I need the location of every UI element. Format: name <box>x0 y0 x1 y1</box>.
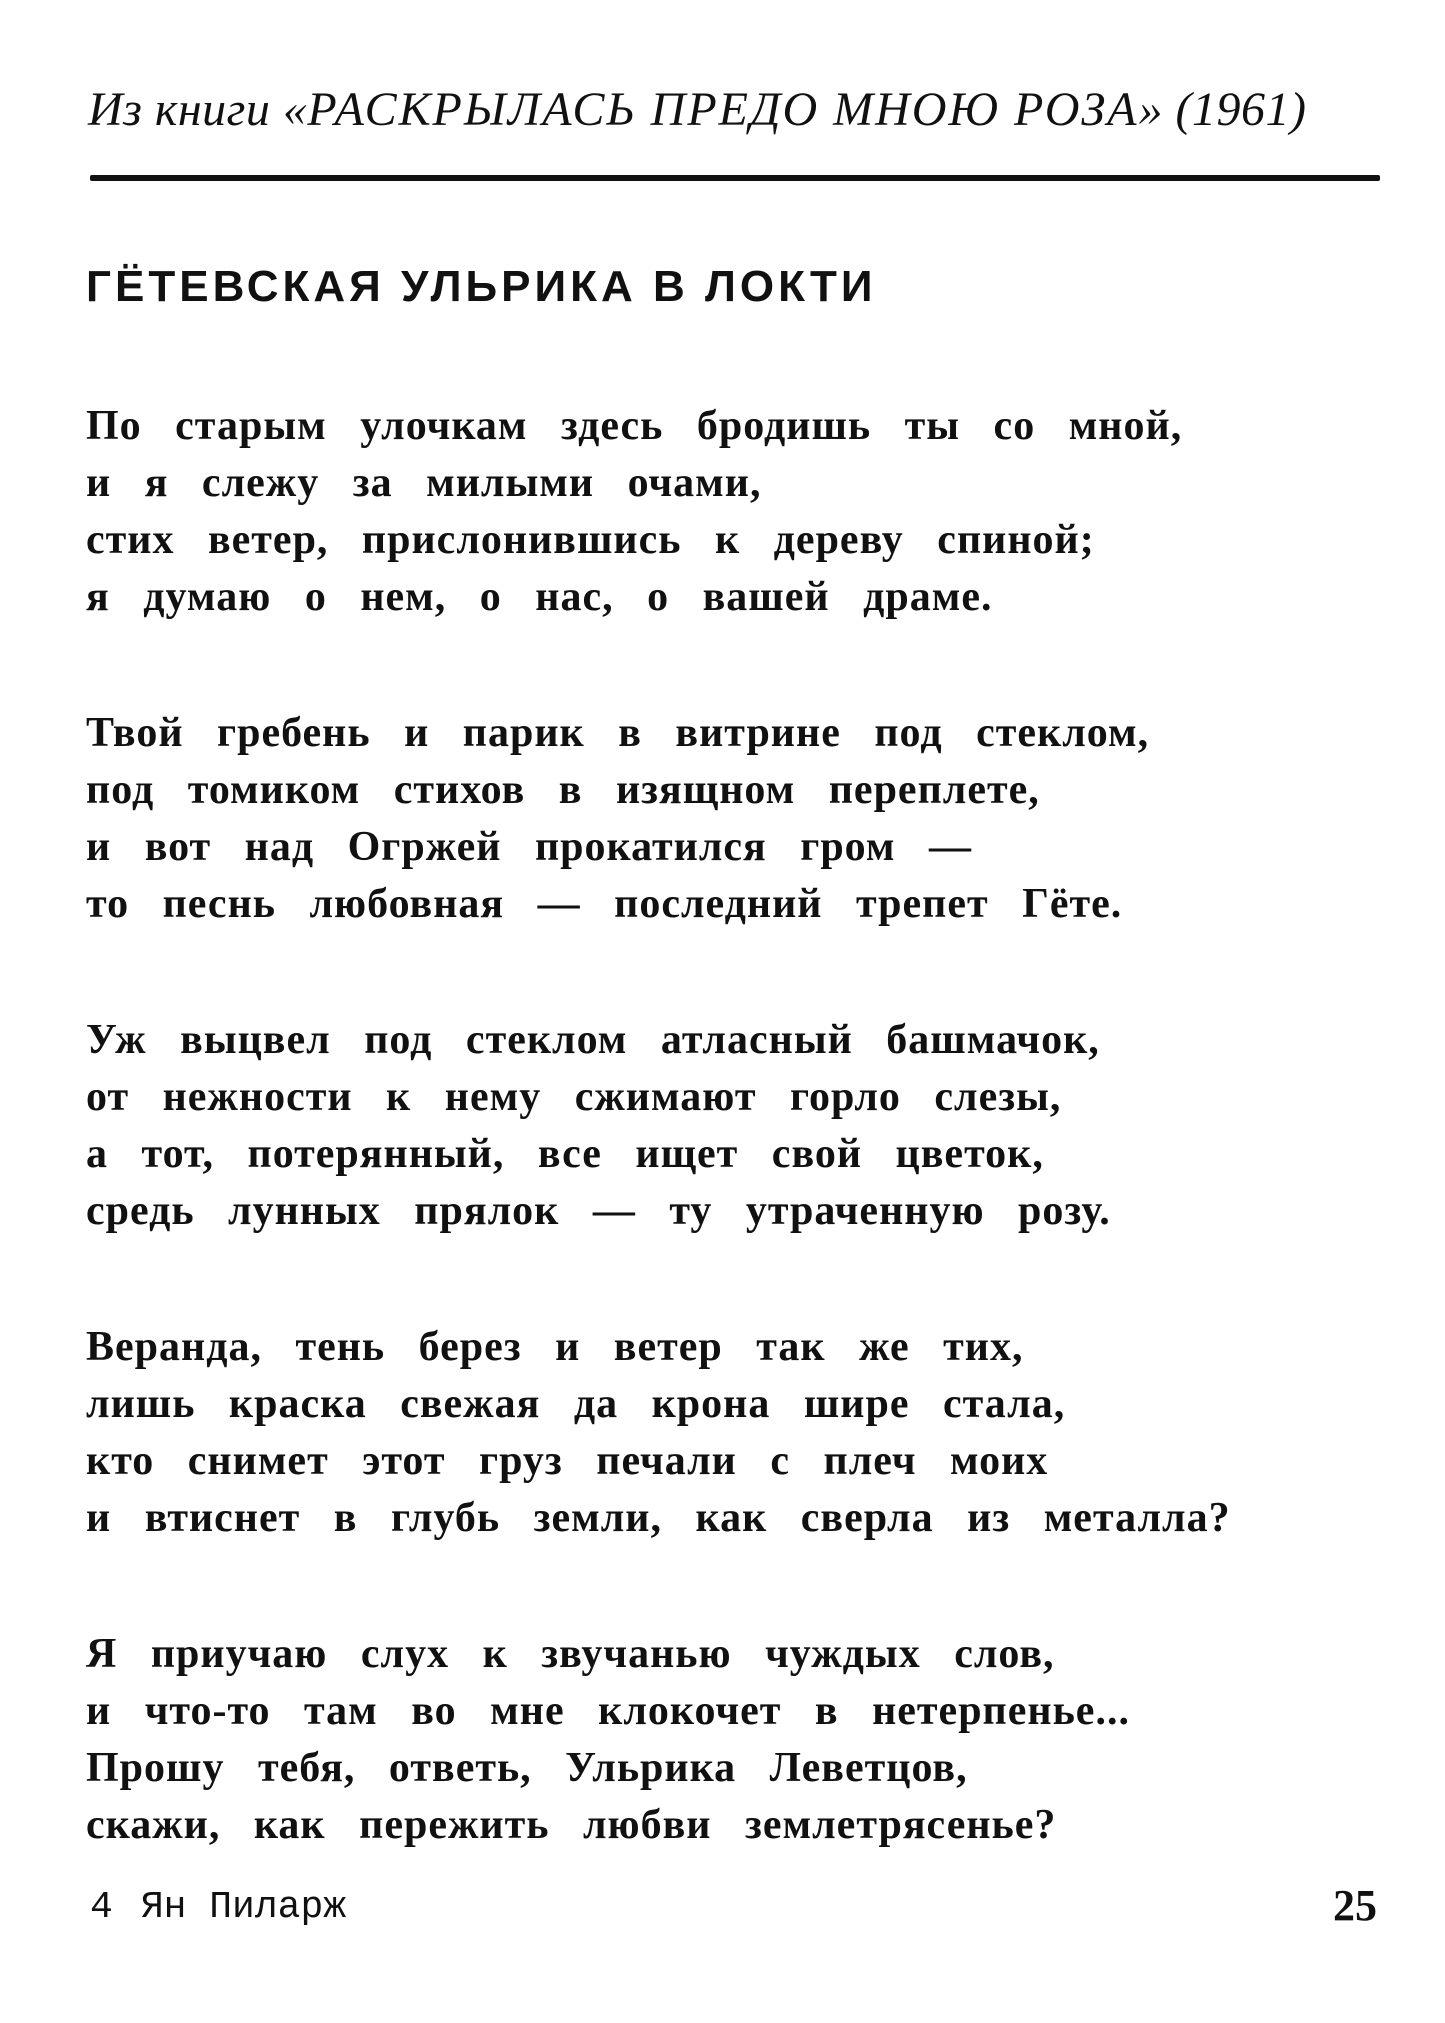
poem-line: и я слежу за милыми очами, <box>86 460 762 506</box>
printer-signature <box>90 1886 346 1929</box>
poem-line: лишь краска свежая да крона шире стала, <box>86 1381 1066 1427</box>
stanza-5 <box>86 1626 1316 1854</box>
poem-line: средь лунных прялок — ту утраченную розу. <box>86 1188 1111 1234</box>
stanza-1 <box>86 398 1316 626</box>
running-head-suffix: » (1961) <box>1138 83 1307 136</box>
stanza-4 <box>86 1319 1316 1547</box>
poem-line: под томиком стихов в изящном переплете, <box>86 767 1040 813</box>
poem-line: По старым улочкам здесь бродишь ты со мной, <box>86 403 1183 449</box>
running-head-prefix: Из книги « <box>88 83 308 136</box>
poem-line: то песнь любовная — последний трепет Гёте. <box>86 881 1123 927</box>
stanza-3 <box>86 1012 1316 1240</box>
poem-line: кто снимет этот груз печали с плеч моих <box>86 1438 1049 1484</box>
poem-line: Твой гребень и парик в витрине под стеклом, <box>86 710 1150 756</box>
poem-line: Я приучаю слух к звучанью чуждых слов, <box>86 1631 1055 1677</box>
poem-line: Веранда, тень берез и ветер так же тих, <box>86 1324 1024 1370</box>
header-rule <box>90 175 1380 181</box>
poem-line: и что-то там во мне клокочет в нетерпенье... <box>86 1688 1130 1734</box>
poem-line: а тот, потерянный, все ищет свой цветок, <box>86 1131 1044 1177</box>
poem-line: и втиснет в глубь земли, как сверла из металла? <box>86 1495 1231 1541</box>
poem-title: ГЁТЕВСКАЯ УЛЬРИКА В ЛОКТИ <box>86 262 877 311</box>
poem-line: Уж выцвел под стеклом атласный башмачок, <box>86 1017 1100 1063</box>
running-head-book-title: РАСКРЫЛАСЬ ПРЕДО МНОЮ РОЗА <box>307 83 1139 136</box>
stanza-2 <box>86 705 1316 933</box>
poem-body <box>86 398 1316 1933</box>
signature-author: Ян Пиларж <box>140 1886 347 1929</box>
poem-line: Прошу тебя, ответь, Ульрика Леветцов, <box>86 1745 968 1791</box>
running-head <box>88 82 1388 137</box>
poem-line: и вот над Огржей прокатился гром — <box>86 824 972 870</box>
poem-line: я думаю о нем, о нас, о вашей драме. <box>86 574 993 620</box>
poem-line: стих ветер, прислонившись к дереву спиной; <box>86 517 1095 563</box>
page-number: 25 <box>1333 1881 1377 1930</box>
signature-number: 4 <box>90 1886 113 1929</box>
poem-line: от нежности к нему сжимают горло слезы, <box>86 1074 1062 1120</box>
poem-line: скажи, как пережить любви землетрясенье? <box>86 1802 1057 1848</box>
